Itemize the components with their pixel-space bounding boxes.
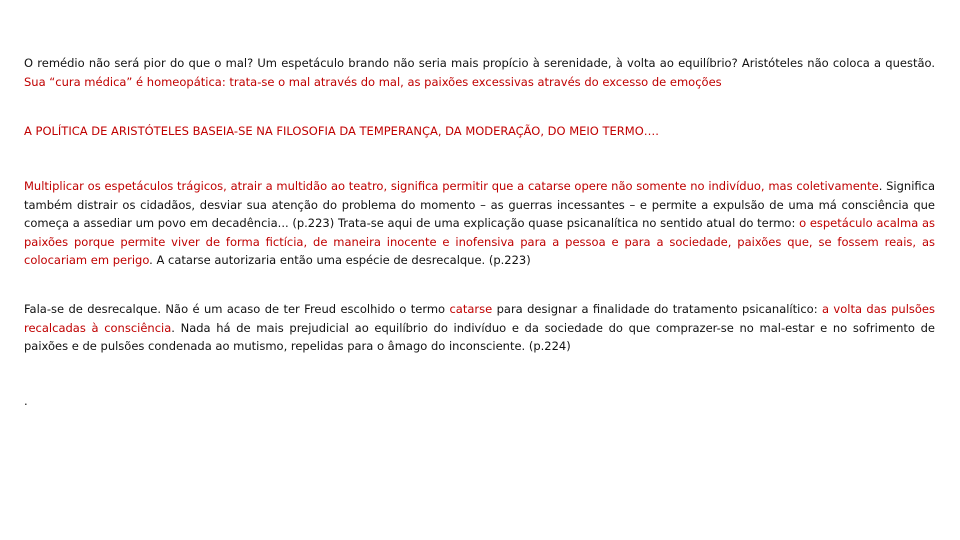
text-run: . xyxy=(24,394,28,408)
paragraph-desrecalque xyxy=(24,300,935,356)
paragraph-remedio xyxy=(24,54,935,91)
text-run: . Significa também distrair os cidadãos, desviar sua atenção do problema do momento – as guerras incessantes – e permite a expulsão de uma má consciência que começa a assediar um povo em decadência... (p.223) Trata-se aqui de uma explicação quase psicanalítica no sentido atual do termo: xyxy=(24,179,935,231)
text-run: Multiplicar os espetáculos trágicos, atrair a multidão ao teatro, significa permitir que a catarse opere não somente no indivíduo, mas coletivamente xyxy=(24,179,879,193)
text-run: catarse xyxy=(449,302,493,316)
paragraph-politica-heading xyxy=(24,122,935,141)
paragraph-dot xyxy=(24,392,935,411)
text-run: a volta das pulsões recalcadas à consciência xyxy=(24,302,936,335)
text-run: O remédio não será pior do que o mal? Um espetáculo brando não seria mais propício à serenidade, à volta ao equilíbrio? Aristóteles não coloca a questão. xyxy=(24,56,935,70)
text-run: o espetáculo acalma as paixões porque permite viver de forma fictícia, de maneira inocente e inofensiva para a pessoa e para a sociedade, paixões que, se fossem reais, as colocariam em perigo xyxy=(24,216,935,268)
text-run: Fala-se de desrecalque. Não é um acaso de ter Freud escolhido o termo xyxy=(24,302,450,316)
text-run: A POLÍTICA DE ARISTÓTELES BASEIA-SE NA FILOSOFIA DA TEMPERANÇA, DA MODERAÇÃO, DO MEIO TERMO…. xyxy=(24,124,659,138)
paragraph-espetaculos-tragicos xyxy=(24,177,935,270)
text-run: . A catarse autorizaria então uma espécie de desrecalque. (p.223) xyxy=(149,253,531,268)
text-run: para designar a finalidade do tratamento psicanalítico: xyxy=(492,302,822,316)
text-run: Sua “cura médica” é homeopática: trata-se o mal através do mal, as paixões excessivas através do excesso de emoções xyxy=(24,74,722,89)
text-run: . Nada há de mais prejudicial ao equilíbrio do indivíduo e da sociedade do que comprazer-se no mal-estar e no sofrimento de paixões e de pulsões condenada ao mutismo, repelidas para o âmago do inconsciente. (p.224) xyxy=(24,320,935,354)
